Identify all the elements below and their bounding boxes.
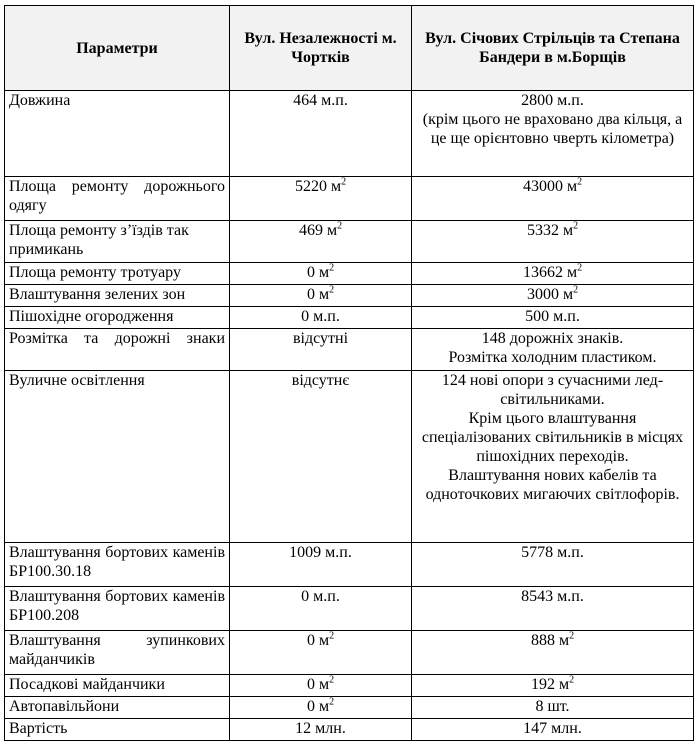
header-chortkiv: Вул. Незалежності м. Чортків bbox=[230, 6, 412, 91]
param-cell: Автопавільйони bbox=[5, 697, 230, 719]
chortkiv-cell bbox=[230, 697, 412, 719]
value: 0 м bbox=[306, 676, 330, 693]
cell-line: Крім цього влаштування спеціалізованих світильників в місцях пішохідних переходів. bbox=[421, 410, 684, 465]
borshchiv-cell: 8 шт. bbox=[412, 697, 694, 719]
table-row bbox=[5, 177, 694, 221]
param-cell: Пішохідне огородження bbox=[5, 307, 230, 329]
param-cell: Вартість bbox=[5, 719, 230, 741]
value: 5332 м bbox=[526, 222, 574, 239]
cell-line: Розмітка холодним пластиком. bbox=[448, 349, 657, 366]
chortkiv-cell: 0 м.п. bbox=[230, 307, 412, 329]
param-cell: Влаштування зупинкових майданчиків bbox=[5, 631, 230, 675]
param-cell: Розмітка та дорожні знаки bbox=[5, 329, 230, 371]
table-row bbox=[5, 543, 694, 587]
unit-sup: 2 bbox=[329, 674, 335, 686]
chortkiv-cell bbox=[230, 675, 412, 697]
borshchiv-cell: 147 млн. bbox=[412, 719, 694, 741]
borshchiv-cell bbox=[412, 675, 694, 697]
cell-line: 2800 м.п. bbox=[521, 92, 584, 109]
table-row bbox=[5, 697, 694, 719]
unit-sup: 2 bbox=[569, 674, 575, 686]
comparison-table bbox=[4, 5, 694, 741]
value: 0 м bbox=[306, 264, 330, 281]
table-row bbox=[5, 631, 694, 675]
header-parameters: Параметри bbox=[5, 6, 230, 91]
chortkiv-cell bbox=[230, 221, 412, 263]
param-cell: Довжина bbox=[5, 91, 230, 177]
chortkiv-cell bbox=[230, 285, 412, 307]
param-cell: Влаштування бортових каменів БР100.208 bbox=[5, 587, 230, 631]
value: 888 м bbox=[530, 632, 570, 649]
unit-sup: 2 bbox=[577, 262, 583, 274]
unit-sup: 2 bbox=[329, 630, 335, 642]
table-row bbox=[5, 587, 694, 631]
borshchiv-cell bbox=[412, 285, 694, 307]
cell-line: 124 нові опори з сучасними лед-світильниками. bbox=[441, 372, 664, 408]
chortkiv-cell bbox=[230, 631, 412, 675]
param-cell: Посадкові майданчики bbox=[5, 675, 230, 697]
table-row bbox=[5, 329, 694, 371]
cell-line: 148 дорожніх знаків. bbox=[481, 330, 624, 347]
table-row bbox=[5, 675, 694, 697]
param-cell: Влаштування зелених зон bbox=[5, 285, 230, 307]
value: 5220 м bbox=[294, 178, 342, 195]
borshchiv-cell bbox=[412, 177, 694, 221]
table-row bbox=[5, 307, 694, 329]
unit-sup: 2 bbox=[573, 284, 579, 296]
chortkiv-cell: відсутнє bbox=[230, 371, 412, 543]
unit-sup: 2 bbox=[337, 220, 343, 232]
chortkiv-cell: відсутні bbox=[230, 329, 412, 371]
borshchiv-cell: 8543 м.п. bbox=[412, 587, 694, 631]
borshchiv-cell bbox=[412, 631, 694, 675]
unit-sup: 2 bbox=[329, 284, 335, 296]
table-row bbox=[5, 221, 694, 263]
table-header-row bbox=[5, 6, 694, 91]
cell-line: (крім цього не враховано два кільця, а це ще орієнтовно чверть кілометра) bbox=[422, 111, 683, 147]
value: 3000 м bbox=[526, 286, 574, 303]
param-cell: Влаштування бортових каменів БР100.30.18 bbox=[5, 543, 230, 587]
param-cell: Площа ремонту тротуару bbox=[5, 263, 230, 285]
param-cell: Площа ремонту з’їздів так примикань bbox=[5, 221, 230, 263]
cell-line: Влаштування нових кабелів та одноточкових мигаючих світлофорів. bbox=[425, 467, 680, 503]
table-row bbox=[5, 719, 694, 741]
borshchiv-cell bbox=[412, 371, 694, 543]
header-borshchiv: Вул. Січових Стрільців та Степана Бандери в м.Борщів bbox=[412, 6, 694, 91]
chortkiv-cell bbox=[230, 263, 412, 285]
value: 43000 м bbox=[522, 178, 578, 195]
param-cell: Площа ремонту дорожнього одягу bbox=[5, 177, 230, 221]
unit-sup: 2 bbox=[329, 696, 335, 708]
borshchiv-cell bbox=[412, 329, 694, 371]
chortkiv-cell bbox=[230, 177, 412, 221]
value: 0 м bbox=[306, 632, 330, 649]
value: 192 м bbox=[530, 676, 570, 693]
table-row bbox=[5, 285, 694, 307]
unit-sup: 2 bbox=[573, 220, 579, 232]
table-row bbox=[5, 263, 694, 285]
unit-sup: 2 bbox=[329, 262, 335, 274]
chortkiv-cell: 464 м.п. bbox=[230, 91, 412, 177]
table-row bbox=[5, 371, 694, 543]
param-cell: Вуличне освітлення bbox=[5, 371, 230, 543]
value: 0 м bbox=[306, 286, 330, 303]
table-row bbox=[5, 91, 694, 177]
borshchiv-cell bbox=[412, 221, 694, 263]
chortkiv-cell: 1009 м.п. bbox=[230, 543, 412, 587]
value: 0 м bbox=[306, 698, 330, 715]
value: 13662 м bbox=[522, 264, 578, 281]
unit-sup: 2 bbox=[341, 176, 347, 188]
borshchiv-cell: 5778 м.п. bbox=[412, 543, 694, 587]
borshchiv-cell bbox=[412, 263, 694, 285]
chortkiv-cell: 0 м.п. bbox=[230, 587, 412, 631]
borshchiv-cell: 500 м.п. bbox=[412, 307, 694, 329]
unit-sup: 2 bbox=[569, 630, 575, 642]
unit-sup: 2 bbox=[577, 176, 583, 188]
borshchiv-cell bbox=[412, 91, 694, 177]
chortkiv-cell: 12 млн. bbox=[230, 719, 412, 741]
value: 469 м bbox=[298, 222, 338, 239]
